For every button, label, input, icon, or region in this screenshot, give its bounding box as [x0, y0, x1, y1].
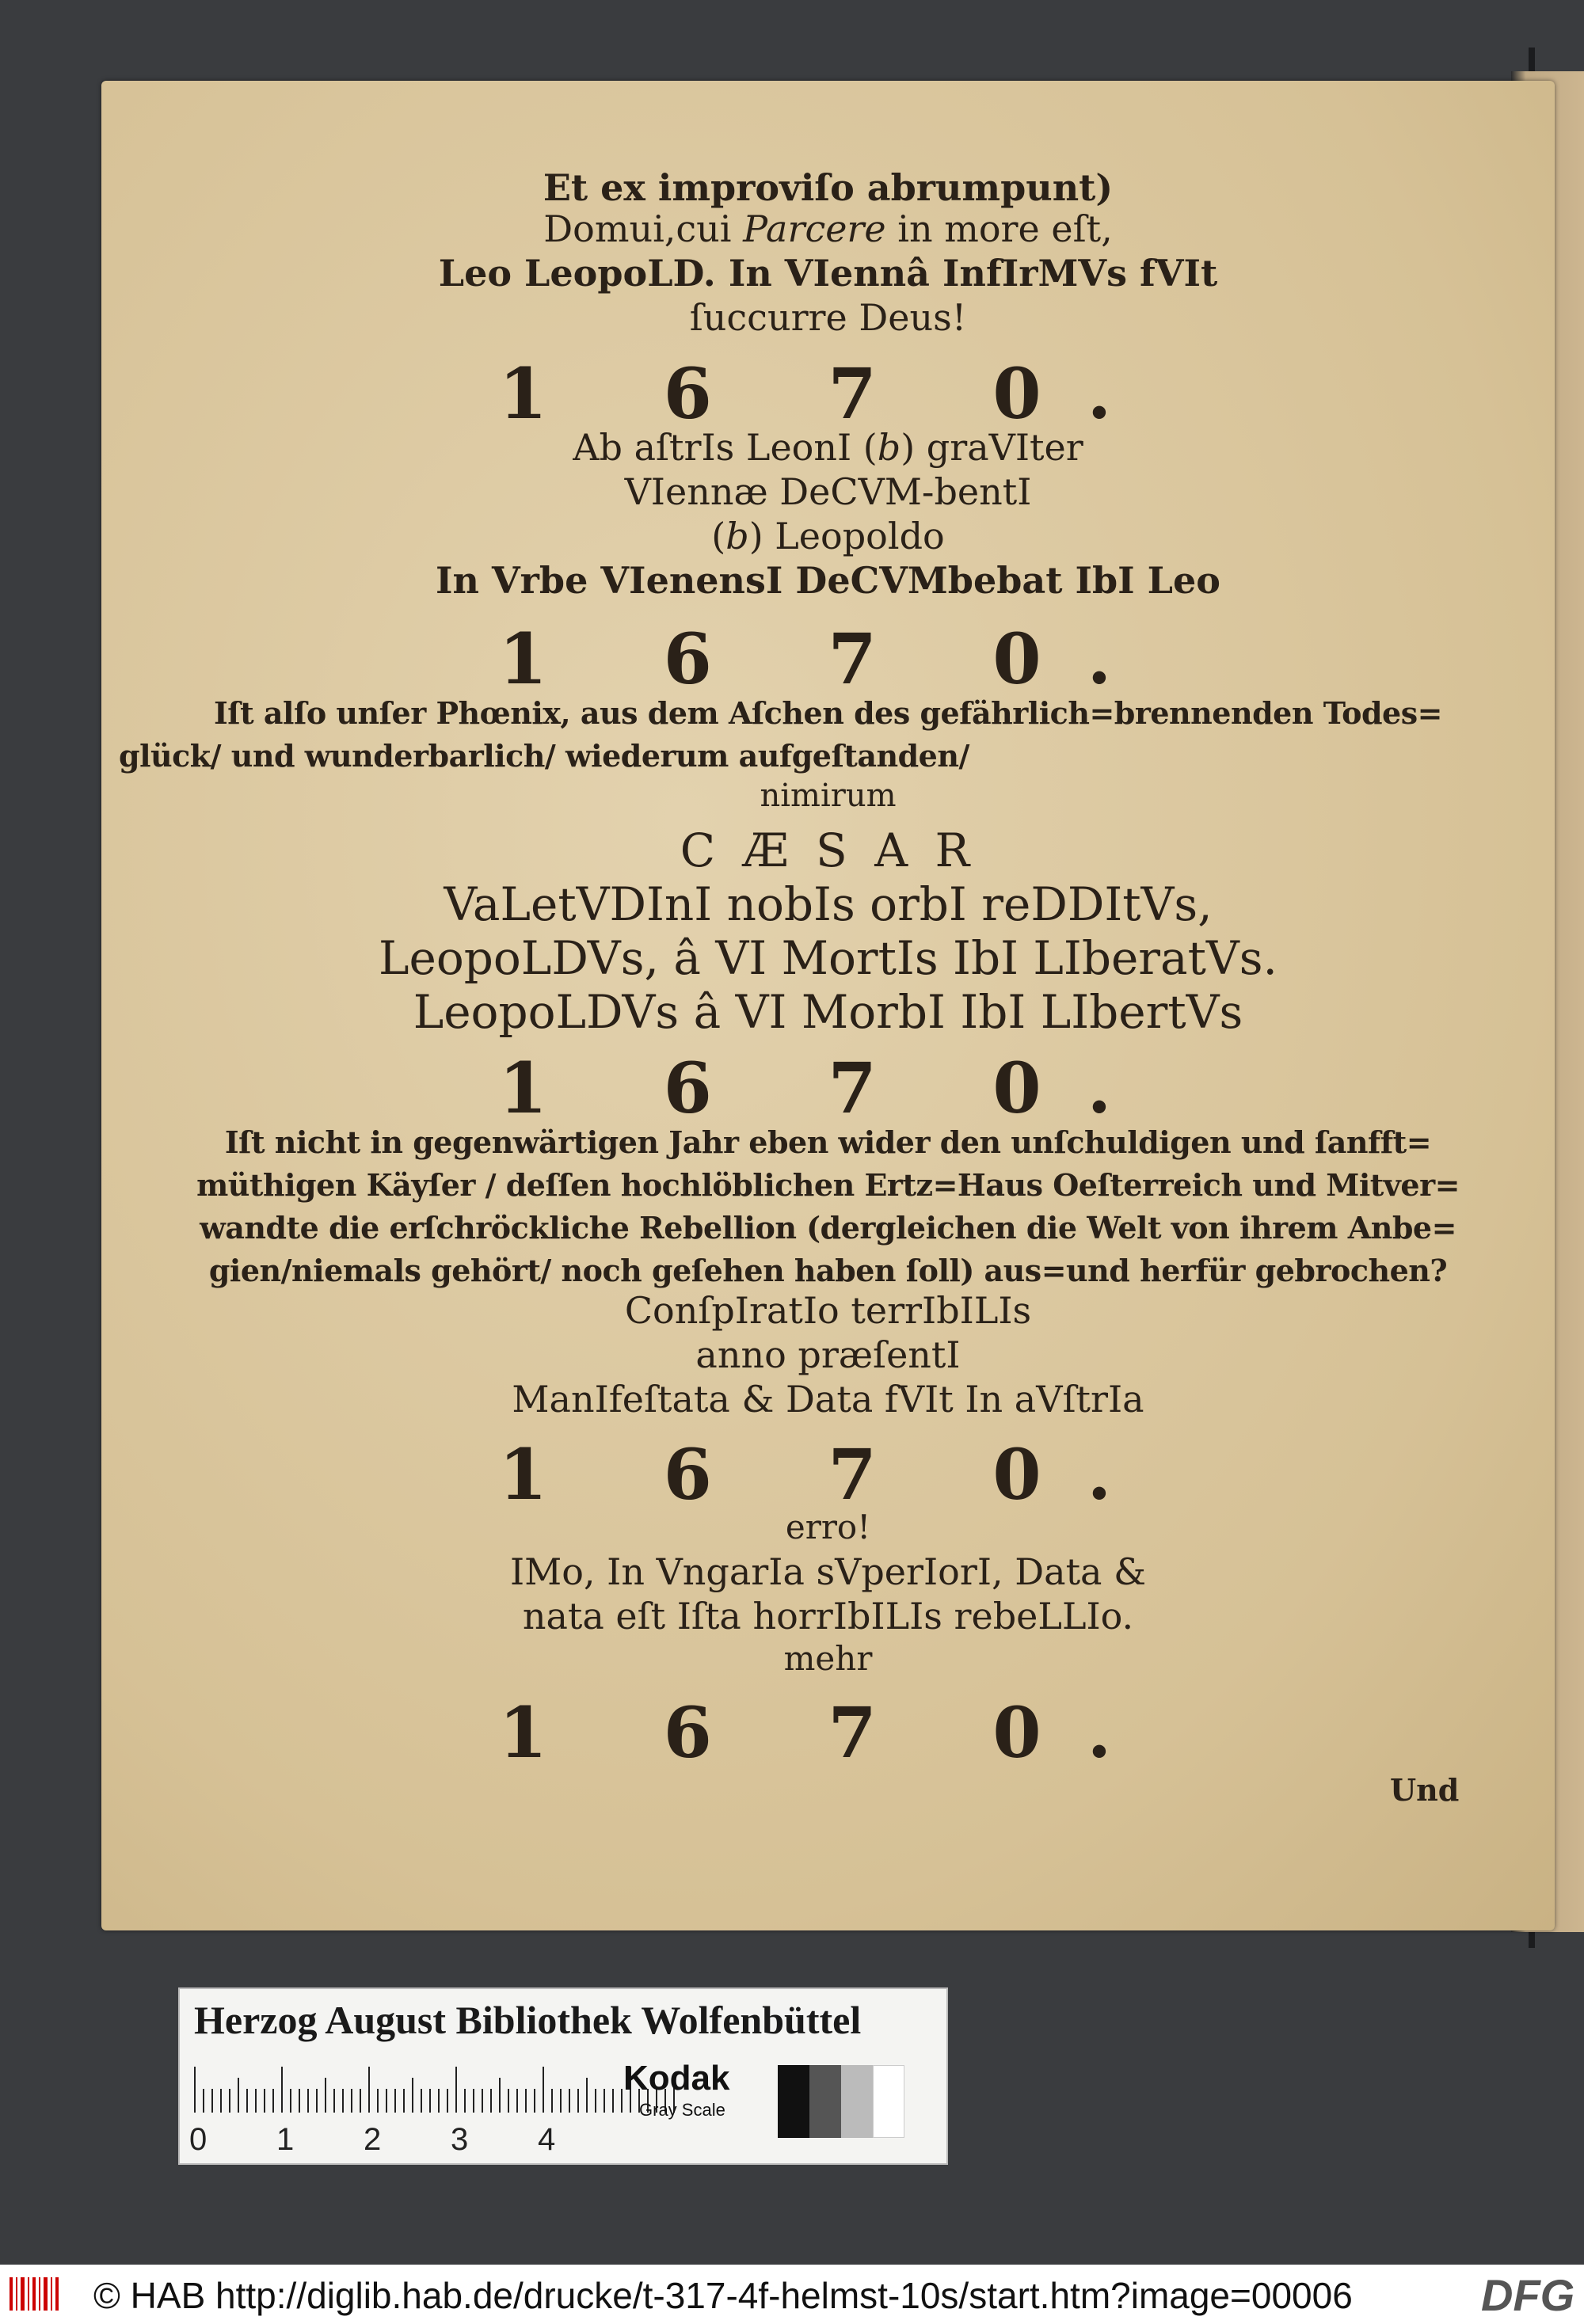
- ruler-tick: [569, 2089, 570, 2113]
- ruler-tick: [534, 2089, 535, 2113]
- ruler-tick: [473, 2089, 474, 2113]
- ruler-tick: [525, 2089, 527, 2113]
- text-line: glück/ und wunderbarlich/ wiederum aufgeſtanden/: [119, 738, 969, 774]
- ruler-tick: [325, 2078, 326, 2113]
- ruler-tick: [342, 2089, 344, 2113]
- ruler-tick: [429, 2089, 431, 2113]
- ruler-tick: [194, 2067, 196, 2113]
- year-heading: 1 6 7 0.: [498, 352, 1158, 435]
- ruler-tick: [377, 2089, 379, 2113]
- text-line: LeopoLDVs, â VI MortIs IbI LIberatVs.: [379, 931, 1277, 985]
- ruler-tick: [551, 2089, 553, 2113]
- kodak-logo: Kodak: [623, 2059, 730, 2098]
- ruler-tick: [412, 2078, 413, 2113]
- ruler-tick: [360, 2089, 361, 2113]
- year-heading: 1 6 7 0.: [498, 1047, 1158, 1129]
- library-name: Herzog August Bibliothek Wolfenbüttel: [194, 1998, 862, 2042]
- ruler-tick: [299, 2089, 300, 2113]
- text-line: Iſt nicht in gegenwärtigen Jahr eben wider den unſchuldigen und ſanfft=: [224, 1124, 1432, 1160]
- text-line: VaLetVDInI nobIs orbI reDDItVs,: [444, 877, 1213, 931]
- text-line: ManIfeſtata & Data fVIt In aVſtrIa: [512, 1378, 1144, 1421]
- barcode-icon: [8, 2274, 63, 2314]
- ruler-number: 0: [189, 2122, 208, 2157]
- ruler-tick: [281, 2067, 283, 2113]
- ruler-tick: [238, 2078, 239, 2113]
- year-heading: 1 6 7 0.: [498, 1433, 1158, 1516]
- text-line: (b) Leopoldo: [711, 515, 945, 557]
- source-url[interactable]: © HAB http://diglib.hab.de/drucke/t-317-4f-helmst-10s/start.htm?image=00006: [93, 2275, 1353, 2316]
- ruler-tick: [290, 2089, 291, 2113]
- text-line: müthigen Käyſer / deſſen hochlöblichen Ertz=Haus Oeſterreich und Mitver=: [196, 1167, 1460, 1203]
- ruler-tick: [220, 2089, 222, 2113]
- ruler-tick: [264, 2089, 265, 2113]
- text-line: Ab aſtrIs LeonI (b) graVIter: [573, 426, 1083, 469]
- ruler-tick: [438, 2089, 440, 2113]
- year-heading: 1 6 7 0.: [498, 618, 1158, 700]
- ruler-tick: [490, 2089, 492, 2113]
- ruler-number: 3: [451, 2122, 469, 2157]
- ruler-tick: [612, 2089, 614, 2113]
- ruler-tick: [482, 2089, 483, 2113]
- ruler-tick: [499, 2078, 501, 2113]
- ruler-tick: [229, 2089, 230, 2113]
- ruler-tick: [307, 2089, 309, 2113]
- text-line: ConſpIratIo terrIbILIs: [624, 1289, 1032, 1332]
- text-line: ſuccurre Deus!: [689, 296, 967, 339]
- ruler-tick: [421, 2089, 422, 2113]
- ruler-tick: [368, 2067, 370, 2113]
- ruler-tick: [316, 2089, 318, 2113]
- text-line: Domui,cui Parcere in more eſt,: [543, 207, 1113, 250]
- ruler-tick: [351, 2089, 352, 2113]
- year-heading: 1 6 7 0.: [498, 1691, 1158, 1774]
- text-line: mehr: [783, 1639, 873, 1678]
- ruler-tick: [255, 2089, 257, 2113]
- gray-scale-label: Gray Scale: [639, 2100, 725, 2120]
- ruler-tick: [621, 2089, 623, 2113]
- text-line: Iſt alſo unſer Phœnix, aus dem Aſchen des gefährlich=brennenden Todes=: [214, 695, 1442, 731]
- text-line: nata eſt Iſta horrIbILIs rebeLLIo.: [522, 1595, 1134, 1637]
- ruler-tick: [464, 2089, 466, 2113]
- text-line: erro!: [785, 1508, 871, 1546]
- text-line: gien/niemals gehört/ noch geſehen haben ſoll) aus=und herfür gebrochen?: [208, 1253, 1448, 1288]
- text-line: VIennæ DeCVM-bentI: [624, 470, 1032, 513]
- ruler-tick: [516, 2089, 518, 2113]
- ruler-tick: [586, 2078, 588, 2113]
- calibration-card: [178, 1987, 948, 2165]
- text-line: anno præſentI: [695, 1333, 961, 1376]
- text-line: LeopoLDVs â VI MorbI IbI LIbertVs: [413, 985, 1243, 1039]
- text-line: IMo, In VngarIa sVperIorI, Data &: [509, 1550, 1147, 1593]
- text-line: Leo LeopoLD. In VIennâ InfIrMVs fVIt: [438, 252, 1218, 295]
- ruler-tick: [543, 2067, 544, 2113]
- gray-scale-swatch: [778, 2065, 904, 2138]
- ruler-tick: [211, 2089, 213, 2113]
- ruler-tick: [272, 2089, 274, 2113]
- ruler-tick: [386, 2089, 387, 2113]
- text-line: wandte die erſchröckliche Rebellion (dergleichen die Welt von ihrem Anbe=: [200, 1210, 1456, 1246]
- ruler-tick: [595, 2089, 596, 2113]
- ruler-tick: [604, 2089, 605, 2113]
- catchword: Und: [1390, 1772, 1460, 1808]
- ruler-tick: [203, 2089, 204, 2113]
- ruler-tick: [508, 2089, 509, 2113]
- ruler-tick: [333, 2089, 335, 2113]
- ruler-number: 2: [364, 2122, 382, 2157]
- ruler-tick: [403, 2089, 405, 2113]
- ruler-tick: [560, 2089, 562, 2113]
- footer-bar: [0, 2265, 1584, 2324]
- dfg-logo: DFG: [1481, 2270, 1575, 2320]
- ruler-tick: [246, 2089, 248, 2113]
- ruler-number: 1: [276, 2122, 295, 2157]
- ruler-tick: [447, 2089, 448, 2113]
- ruler-tick: [455, 2067, 457, 2113]
- ruler-tick: [577, 2089, 579, 2113]
- ruler-tick: [394, 2089, 396, 2113]
- text-line: nimirum: [760, 778, 897, 814]
- text-line: In Vrbe VIenensI DeCVMbebat IbI Leo: [436, 559, 1220, 602]
- ruler-number: 4: [538, 2122, 556, 2157]
- text-line: C Æ S A R: [680, 823, 977, 877]
- text-line: Et ex improviſo abrumpunt): [543, 166, 1114, 209]
